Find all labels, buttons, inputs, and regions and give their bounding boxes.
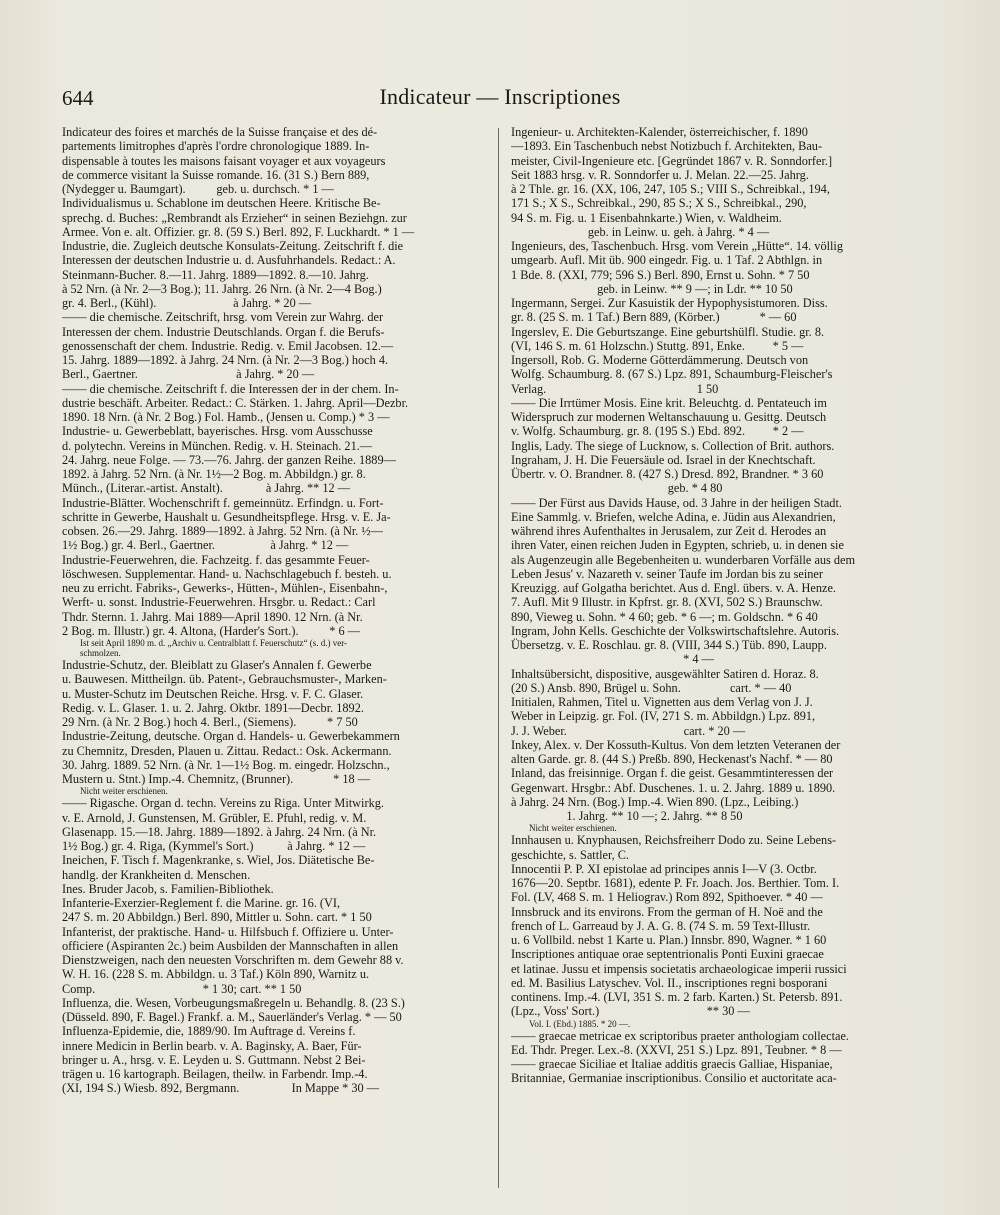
text-line: v. E. Arnold, J. Gunstensen, M. Grübler, E. Pfuhl, redig. v. M. — [62, 810, 367, 825]
text-line: —— Rigasche. Organ d. techn. Vereins zu Riga. Unter Mitwirkg. — [62, 796, 384, 811]
text-line: Ineichen, F. Tisch f. Magenkranke, s. Wiel, Jos. Diätetische Be- — [62, 853, 375, 868]
text-line: Inhaltsübersicht, dispositive, ausgewählter Satiren d. Horaz. 8. — [511, 666, 819, 681]
text-line: —— graecae metricae ex scriptoribus praeter anthologiam collectae. — [511, 1028, 850, 1043]
text-line: Vol. I. (Ebd.) 1885. * 20 —. — [529, 1018, 631, 1029]
text-line: Inglis, Lady. The siege of Lucknow, s. Collection of Brit. authors. — [511, 438, 835, 453]
text-line: 1 Bde. 8. (XXI, 779; 596 S.) Berl. 890, Ernst u. Sohn. * 7 50 — [511, 267, 810, 282]
text-line: cobsen. 26.—29. Jahrg. 1889—1892. à Jahrg. 52 Nrn. (à Nr. ½— — [62, 524, 383, 538]
text-line: Industrie- u. Gewerbeblatt, bayerisches. Hrsg. vom Ausschusse — [62, 424, 373, 439]
text-line: 30. Jahrg. 1889. 52 Nrn. (à Nr. 1—1½ Bog. m. eingedr. Holzschn., — [62, 757, 390, 772]
text-line: Thdr. Sternn. 1. Jahrg. Mai 1889—April 1890. 12 Nrn. (à Nr. — [62, 609, 363, 624]
text-line: sprechg. d. Buches: „Rembrandt als Erzieher“ in seinen Beziehgn. zur — [62, 210, 407, 225]
text-line: Inscriptiones antiquae orae septentrionalis Ponti Euxini graecae — [511, 947, 824, 962]
text-line: Infanterist, der praktische. Hand- u. Hilfsbuch f. Offiziere u. Unter- — [62, 924, 394, 939]
text-line: —1893. Ein Taschenbuch nebst Notizbuch f. Architekten, Bau- — [511, 139, 823, 154]
text-line: à 2 Thle. gr. 16. (XX, 106, 247, 105 S.; VIII S., Schreibkal., 194, — [511, 182, 830, 196]
text-line: J. J. Weber. cart. * 20 — — [511, 723, 746, 738]
text-line: 2 Bog. m. Illustr.) gr. 4. Altona, (Harder's Sort.). * 6 — — [62, 623, 361, 638]
text-line: während ihres Aufenthaltes in Jerusalem, zur Zeit d. Herodes an — [511, 524, 827, 538]
text-line: u. Muster-Schutz im Deutschen Reiche. Hrsg. v. F. C. Glaser. — [62, 686, 364, 701]
text-line: 171 S.; X S., Schreibkal., 290, 85 S.; X S., Schreibkal., 290, — [511, 196, 807, 211]
text-line: u. 6 Vollbild. nebst 1 Karte u. Plan.) Innsbr. 890, Wagner. * 1 60 — [511, 933, 827, 947]
text-line: als Augenzeugin alle Begebenheiten u. wunderbaren Vorfälle aus dem — [511, 552, 856, 567]
text-line: —— Die Irrtümer Mosis. Eine krit. Beleuchtg. d. Pentateuch im — [511, 395, 827, 410]
text-line: et latinae. Jussu et impensis societatis archaeologicae imperii russici — [511, 961, 847, 976]
text-line: Wolfg. Schaumburg. 8. (67 S.) Lpz. 891, Schaumburg-Fleischer's — [511, 367, 833, 382]
text-line: bringer u. A., hrsg. v. E. Leyden u. S. Guttmann. Nebst 2 Bei- — [62, 1052, 366, 1067]
text-line: à Jahrg. 24 Nrn. (Bog.) Imp.-4. Wien 890. (Lpz., Leibing.) — [511, 794, 799, 809]
text-line: (XI, 194 S.) Wiesb. 892, Bergmann. In Mappe * 30 — — [62, 1081, 380, 1096]
text-line: 1½ Bog.) gr. 4. Berl., Gaertner. à Jahrg. * 12 — — [62, 538, 349, 553]
text-line: Ingerslev, E. Die Geburtszange. Eine geburtshülfl. Studie. gr. 8. — [511, 324, 825, 339]
text-line: Seit 1883 hrsg. v. R. Sonndorfer u. J. Melan. 22.—25. Jahrg. — [511, 167, 809, 182]
text-line: alten Garde. gr. 8. (44 S.) Preßb. 890, Heckenast's Nachf. * — 80 — [511, 752, 833, 766]
text-line: W. H. 16. (228 S. m. Abbildgn. u. 3 Taf.) Köln 890, Warnitz u. — [62, 967, 370, 982]
text-line: french of L. Garreaud by J. A. G. 8. (74 S. m. 59 Text-Illustr. — [511, 918, 811, 933]
text-line: genossenschaft der chem. Industrie. Redig. v. Emil Jacobsen. 12.— — [62, 338, 394, 353]
text-line: 1890. 18 Nrn. (à Nr. 2 Bog.) Fol. Hamb., (Jensen u. Comp.) * 3 — — [62, 410, 390, 424]
text-line: Britanniae, Germaniae inscriptionibus. Consilio et auctoritate aca- — [511, 1071, 837, 1086]
text-line: Steinmann-Bucher. 8.—11. Jahrg. 1889—1892. 8.—10. Jahrg. — [62, 267, 369, 282]
text-line: Innhausen u. Knyphausen, Reichsfreiherr Dodo zu. Seine Lebens- — [511, 833, 837, 848]
text-line: Widerspruch zur modernen Weltanschauung u. Gesittg. Deutsch — [511, 410, 827, 424]
running-title: Indicateur — Inscriptiones — [379, 84, 621, 109]
text-line: Ingenieur- u. Architekten-Kalender, österreichischer, f. 1890 — [511, 125, 808, 139]
text-line: schmolzen. — [80, 648, 121, 658]
text-line: à 52 Nrn. (à Nr. 2—3 Bog.); 11. Jahrg. 26 Nrn. (à Nr. 2—4 Bog.) — [62, 281, 382, 296]
text-line: Industrie, die. Zugleich deutsche Konsulats-Zeitung. Zeitschrift f. die — [62, 239, 404, 253]
text-line: 29 Nrn. (à Nr. 2 Bog.) hoch 4. Berl., (Siemens). * 7 50 — [62, 715, 358, 729]
text-line: —— die chemische. Zeitschrift, hrsg. vom Verein zur Wahrg. der — [62, 310, 384, 325]
text-line: Verlag. 1 50 — [511, 381, 719, 396]
text-line: Indicateur des foires et marchés de la Suisse française et des dé- — [62, 125, 378, 139]
text-line: 247 S. m. 20 Abbildgn.) Berl. 890, Mittler u. Sohn. cart. * 1 50 — [62, 910, 372, 925]
text-line: Nicht weiter erschienen. — [80, 786, 168, 797]
text-line: gr. 4. Berl., (Kühl). à Jahrg. * 20 — — [62, 296, 312, 310]
text-line: (Düsseld. 890, F. Bagel.) Frankf. a. M., Sauerländer's Verlag. * — 50 — [62, 1010, 402, 1024]
text-line: trägen u. 16 kartograph. Beilagen, theilw. in Farbendr. Imp.-4. — [62, 1067, 368, 1081]
column-divider — [498, 128, 499, 1188]
text-line: Glasenapp. 15.—18. Jahrg. 1889—1892. à Jahrg. 24 Nrn. (à Nr. — [62, 824, 377, 839]
text-line: Berl., Gaertner. à Jahrg. * 20 — — [62, 367, 315, 382]
text-line: löschwesen. Supplementar. Hand- u. Nachschlagebuch f. besteh. u. — [62, 566, 392, 581]
text-line: 1½ Bog.) gr. 4. Riga, (Kymmel's Sort.) à Jahrg. * 12 — — [62, 839, 366, 853]
right-column — [511, 125, 947, 1086]
text-line: Leben Jesus' v. Nazareth v. seiner Taufe im Jordan bis zu seiner — [511, 566, 823, 581]
text-line: dustrie beschäft. Arbeiter. Redact.: C. Stärken. 1. Jahrg. April—Dezbr. — [62, 395, 409, 410]
text-line: Kreuzigg. auf Golgatha berichtet. Aus d. Engl. übers. v. A. Henze. — [511, 581, 836, 595]
text-line: Werft- u. sonst. Industrie-Feuerwehren. Hrsgbr. u. Redact.: Carl — [62, 595, 376, 610]
left-column — [62, 125, 498, 1096]
text-line: u. Bauwesen. Mittheilgn. üb. Patent-, Gebrauchsmuster-, Marken- — [62, 672, 387, 687]
text-line: 1. Jahrg. ** 10 —; 2. Jahrg. ** 8 50 — [511, 809, 743, 823]
text-line: (VI, 146 S. m. 61 Holzschn.) Stuttg. 891, Enke. * 5 — — [511, 338, 804, 353]
text-line: Übertr. v. O. Brandner. 8. (427 S.) Dresd. 892, Brandner. * 3 60 — [511, 467, 824, 481]
text-line: Inkey, Alex. v. Der Kossuth-Kultus. Von dem letzten Veteranen der — [511, 737, 841, 752]
text-line: ihren Vater, einen reichen Juden in Egypten, schrieb, u. in denen sie — [511, 538, 844, 553]
text-line: Industrie-Zeitung, deutsche. Organ d. Handels- u. Gewerbekammern — [62, 729, 400, 744]
text-line: Armee. Von e. alt. Offizier. gr. 8. (59 S.) Berl. 892, F. Luckhardt. * 1 — — [62, 224, 415, 239]
text-line: 1892. à Jahrg. 52 Nrn. (à Nr. 1½—2 Bog. m. Abbildgn.) gr. 8. — [62, 467, 366, 481]
text-line: 7. Aufl. Mit 9 Illustr. in Kpfrst. gr. 8. (XVI, 502 S.) Braunschw. — [511, 595, 823, 610]
text-line: gr. 8. (25 S. m. 1 Taf.) Bern 889, (Körber.) * — 60 — [511, 310, 797, 325]
text-line: geb. in Leinw. u. geh. à Jahrg. * 4 — — [511, 224, 770, 239]
text-line: Eine Sammlg. v. Briefen, welche Adina, e. Jüdin aus Alexandrien, — [511, 509, 836, 524]
text-line: Influenza, die. Wesen, Vorbeugungsmaßregeln u. Behandlg. 8. (23 S.) — [62, 995, 405, 1010]
text-line: Infanterie-Exerzier-Reglement f. die Marine. gr. 16. (VI, — [62, 896, 341, 910]
text-line: Redig. v. L. Glaser. 1. u. 2. Jahrg. Oktbr. 1891—Decbr. 1892. — [62, 700, 364, 715]
text-line: neu zu erricht. Fabriks-, Gewerks-, Hütten-, Mühlen-, Eisenbahn-, — [62, 581, 388, 595]
text-line: partements limitrophes d'après l'ordre chronologique 1889. In- — [62, 139, 370, 154]
text-line: v. Wolfg. Schaumburg. gr. 8. (195 S.) Ebd. 892. * 2 — — [511, 424, 804, 439]
text-line: Individualismus u. Schablone im deutschen Heere. Kritische Be- — [62, 196, 381, 211]
text-line: de commerce visitant la Suisse romande. 16. (31 S.) Bern 889, — [62, 167, 370, 182]
page-number: 644 — [62, 86, 94, 110]
text-line: Innsbruck and its environs. From the german of H. Noë and the — [511, 904, 823, 919]
text-line: Comp. * 1 30; cart. ** 1 50 — [62, 981, 302, 996]
text-line: Weber in Leipzig. gr. Fol. (IV, 271 S. m. Abbildgn.) Lpz. 891, — [511, 709, 816, 724]
text-line: geb. * 4 80 — [511, 481, 723, 496]
text-line: 94 S. m. Fig. u. 1 Eisenbahnkarte.) Wien, v. Waldheim. — [511, 210, 782, 225]
text-line: —— die chemische. Zeitschrift f. die Interessen der in der chem. In- — [62, 381, 399, 396]
text-line: 24. Jahrg. neue Folge. — 73.—76. Jahrg. der ganzen Reihe. 1889— — [62, 452, 396, 467]
text-line: (Lpz., Voss' Sort.) ** 30 — — [511, 1004, 750, 1019]
text-line: geschichte, s. Sattler, C. — [511, 847, 630, 862]
text-line: Gegenwart. Hrsgbr.: Abf. Duschenes. 1. u. 2. Jahrg. 1889 u. 1890. — [511, 780, 836, 795]
text-line: meister, Civil-Ingenieure etc. [Gegründet 1867 v. R. Sonndorfer.] — [511, 153, 833, 168]
text-line: 1676—20. Septbr. 1681), edente P. Fr. Joach. Jos. Berthier. Tom. I. — [511, 876, 840, 890]
text-line: Ingram, John Kells. Geschichte der Volkswirtschaftslehre. Autoris. — [511, 623, 840, 638]
text-line: Ingersoll, Rob. G. Moderne Götterdämmerung. Deutsch von — [511, 353, 809, 367]
text-line: Industrie-Blätter. Wochenschrift f. gemeinnütz. Erfindgn. u. Fort- — [62, 495, 384, 510]
text-line: Influenza-Epidemie, die, 1889/90. Im Auftrage d. Vereins f. — [62, 1024, 356, 1039]
text-line: innere Medicin in Berlin bearb. v. A. Baginsky, A. Baer, Für- — [62, 1038, 362, 1053]
text-line: —— Der Fürst aus Davids Hause, od. 3 Jahre in der heiligen Stadt. — [511, 495, 842, 510]
text-line: d. polytechn. Vereins in München. Redig. v. H. Steinach. 21.— — [62, 438, 373, 453]
text-line: Interessen der chem. Industrie Deutschlands. Organ f. die Berufs- — [62, 324, 385, 339]
text-line: Ingenieurs, des, Taschenbuch. Hrsg. vom Verein „Hütte“. 14. völlig — [511, 239, 843, 253]
text-line: Industrie-Feuerwehren, die. Fachzeitg. f. das gesammte Feuer- — [62, 552, 370, 567]
text-line: Industrie-Schutz, der. Bleiblatt zu Glaser's Annalen f. Gewerbe — [62, 658, 372, 672]
text-line: (20 S.) Ansb. 890, Brügel u. Sohn. cart. * — 40 — [511, 680, 792, 695]
text-line: (Nydegger u. Baumgart). geb. u. durchsch. * 1 — — [62, 182, 334, 196]
text-line: dispensable à toutes les maisons faisant voyager et aux voyageurs — [62, 153, 386, 168]
text-line: handlg. der Krankheiten d. Menschen. — [62, 867, 251, 882]
text-line: Ingraham, J. H. Die Feuersäule od. Israel in der Knechtschaft. — [511, 452, 816, 467]
text-line: Münch., (Literar.-artist. Anstalt). à Jahrg. ** 12 — — [62, 481, 351, 496]
text-line: 15. Jahrg. 1889—1892. à Jahrg. 24 Nrn. (à Nr. 2—3 Bog.) hoch 4. — [62, 353, 389, 367]
text-line: schritte in Gewerbe, Haushalt u. Gesundheitspflege. Hrsg. v. E. Ja- — [62, 509, 391, 524]
text-line: Initialen, Rahmen, Titel u. Vignetten aus dem Verlag von J. J. — [511, 695, 813, 709]
text-line: Ines. Bruder Jacob, s. Familien-Bibliothek. — [62, 881, 274, 896]
text-line: 890, Vieweg u. Sohn. * 4 60; geb. * 6 —; m. Goldschn. * 6 40 — [511, 609, 818, 624]
text-line: geb. in Leinw. ** 9 —; in Ldr. ** 10 50 — [511, 281, 793, 296]
text-line: Nicht weiter erschienen. — [529, 823, 617, 834]
text-line: Inland, das freisinnige. Organ f. die geist. Gesammtinteressen der — [511, 766, 834, 781]
text-line: Ed. Thdr. Preger. Lex.-8. (XXVI, 251 S.) Lpz. 891, Teubner. * 8 — — [511, 1042, 842, 1057]
text-line: Ingermann, Sergei. Zur Kasuistik der Hypophysistumoren. Diss. — [511, 296, 828, 310]
text-line: Innocentii P. P. XI epistolae ad principes annis I—V (3. Octbr. — [511, 861, 817, 876]
text-line: Interessen der deutschen Industrie u. d. Ausfuhrhandels. Redact.: A. — [62, 253, 396, 268]
text-line: umgearb. Aufl. Mit üb. 900 eingedr. Fig. u. 1 Taf. 2 Abthlgn. in — [511, 253, 823, 268]
text-line: continens. Imp.-4. (LVI, 351 S. m. 2 farb. Karten.) St. Petersb. 891. — [511, 990, 843, 1004]
text-line: Übersetzg. v. E. Roschlau. gr. 8. (VIII, 344 S.) Tüb. 890, Laupp. — [511, 638, 827, 652]
text-line: officiere (Aspiranten 2c.) beim Ausbilden der Mannschaften in allen — [62, 938, 399, 953]
text-line: Dienstzweigen, nach den neuesten Vorschriften m. dem Gewehr 88 v. — [62, 953, 404, 967]
text-line: Ist seit April 1890 m. d. „Archiv u. Centralblatt f. Feuerschutz“ (s. d.) ver- — [80, 638, 348, 648]
text-line: —— graecae Siciliae et Italiae additis graecis Galliae, Hispaniae, — [511, 1057, 833, 1071]
text-line: Fol. (LV, 468 S. m. 1 Heliograv.) Rom 892, Spithoever. * 40 — — [511, 890, 823, 905]
text-line: zu Chemnitz, Dresden, Plauen u. Zittau. Redact.: Osk. Ackermann. — [62, 743, 392, 758]
text-line: * 4 — — [511, 652, 714, 667]
text-line: ed. M. Basilius Latyschev. Vol. II., inscriptiones regni bosporani — [511, 975, 828, 990]
text-line: Mustern u. Stnt.) Imp.-4. Chemnitz, (Brunner). * 18 — — [62, 772, 371, 786]
